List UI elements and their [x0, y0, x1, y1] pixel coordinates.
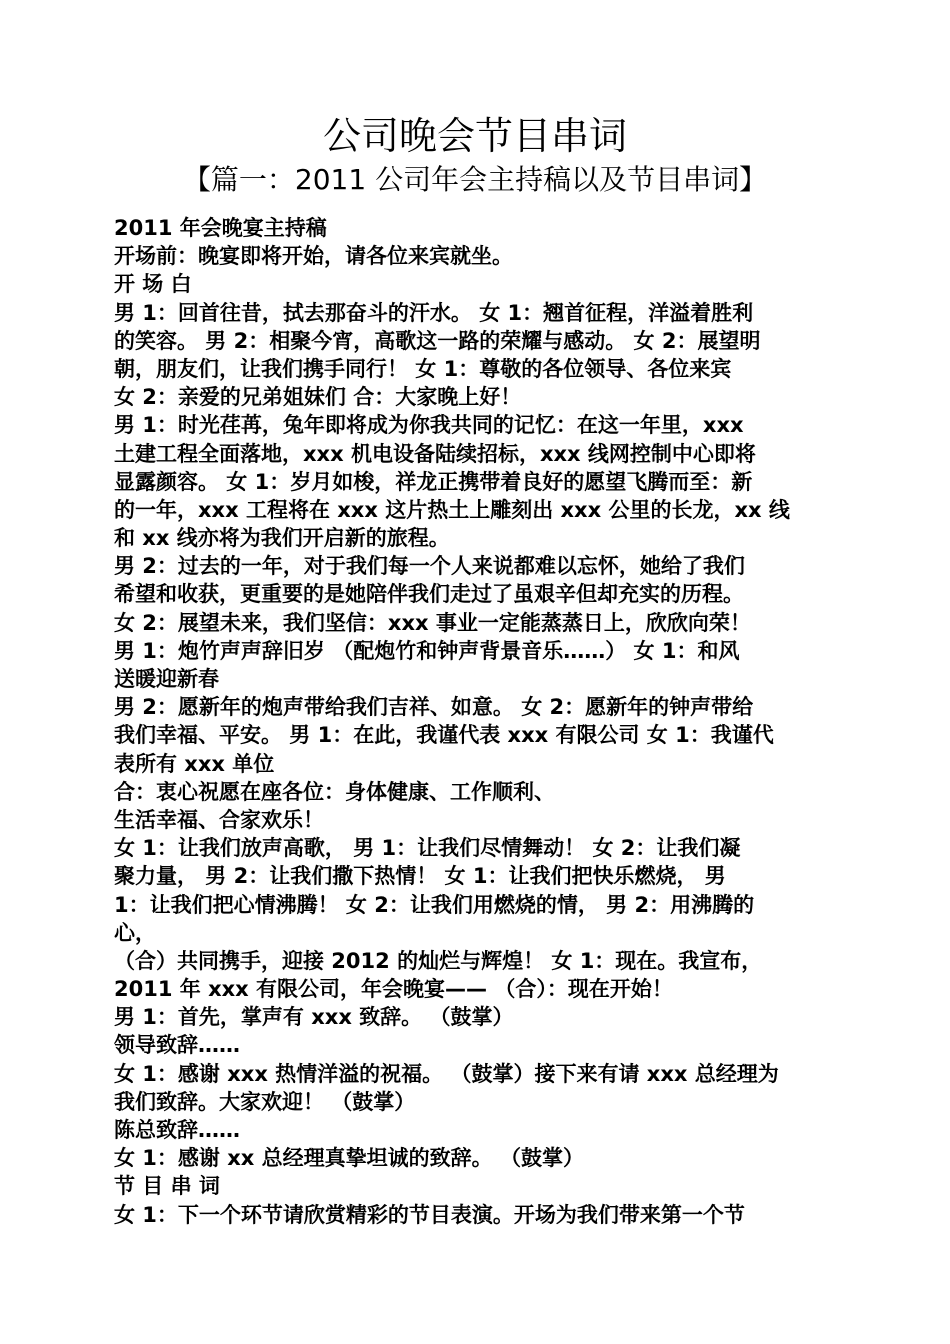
text-line: 节 目 串 词 — [114, 1174, 220, 1199]
text-line: 领导致辞…… — [114, 1033, 240, 1058]
text-line: 和 xx 线亦将为我们开启新的旅程。 — [114, 526, 450, 551]
document-title: 公司晚会节目串词 — [322, 114, 627, 158]
text-line: 的一年，xxx 工程将在 xxx 这片热土上雕刻出 xxx 公里的长龙，xx 线 — [114, 497, 790, 522]
text-line: 土建工程全面落地，xxx 机电设备陆续招标，xxx 线网控制中心即将 — [114, 441, 756, 466]
document-body — [114, 214, 844, 1229]
text-line: 女 1：感谢 xxx 热情洋溢的祝福。 （鼓掌）接下来有请 xxx 总经理为 — [114, 1061, 779, 1086]
text-line: 1：让我们把心情沸腾！ 女 2：让我们用燃烧的情， 男 2：用沸腾的 — [114, 892, 755, 917]
text-line: 生活幸福、合家欢乐！ — [114, 807, 324, 832]
text-line: 聚力量， 男 2：让我们撒下热情！ 女 1：让我们把快乐燃烧， 男 — [114, 864, 726, 889]
text-line: 男 2：过去的一年，对于我们每一个人来说都难以忘怀，她给了我们 — [114, 554, 745, 579]
text-line: 女 2：亲爱的兄弟姐妹们 合：大家晚上好！ — [114, 385, 522, 410]
text-line: 开 场 白 — [114, 272, 192, 297]
text-line: 女 1：感谢 xx 总经理真挚坦诚的致辞。 （鼓掌） — [114, 1146, 584, 1171]
text-line: 男 1：炮竹声声辞旧岁 （配炮竹和钟声背景音乐……） 女 1：和风 — [114, 638, 740, 663]
text-line: 2011 年 xxx 有限公司，年会晚宴—— （合）：现在开始！ — [114, 977, 673, 1002]
text-line: （合）共同携手，迎接 2012 的灿烂与辉煌！ 女 1：现在。我宣布， — [114, 948, 763, 973]
text-line: 陈总致辞…… — [114, 1118, 240, 1142]
text-line: 男 2：愿新年的炮声带给我们吉祥、如意。 女 2：愿新年的钟声带给 — [114, 695, 754, 720]
text-line: 希望和收获，更重要的是她陪伴我们走过了虽艰辛但却充实的历程。 — [114, 582, 744, 607]
document-subtitle: 【篇一：2011 公司年会主持稿以及节目串词】 — [182, 163, 768, 196]
text-line: 2011 年会晚宴主持稿 — [114, 216, 327, 240]
text-line: 男 1：回首往昔，拭去那奋斗的汗水。 女 1：翘首征程，洋溢着胜利 — [114, 300, 754, 325]
text-line: 我们致辞。大家欢迎！ （鼓掌） — [114, 1089, 416, 1114]
text-line: 显露颜容。 女 1：岁月如梭，祥龙正携带着良好的愿望飞腾而至：新 — [114, 469, 753, 494]
text-line: 合：衷心祝愿在座各位：身体健康、工作顺利、 — [114, 779, 555, 804]
text-line: 我们幸福、平安。 男 1：在此，我谨代表 xxx 有限公司 女 1：我谨代 — [114, 723, 774, 748]
text-line: 送暖迎新春 — [114, 667, 219, 691]
text-line: 朝，朋友们，让我们携手同行！ 女 1：尊敬的各位领导、各位来宾 — [114, 356, 732, 381]
text-line: 女 1：下一个环节请欣赏精彩的节目表演。开场为我们带来第一个节 — [114, 1202, 745, 1227]
text-line: 开场前：晚宴即将开始，请各位来宾就坐。 — [114, 244, 513, 269]
text-line: 女 2：展望未来，我们坚信：xxx 事业一定能蒸蒸日上，欣欣向荣！ — [114, 610, 751, 635]
text-line: 的笑容。 男 2：相聚今宵，高歌这一路的荣耀与感动。 女 2：展望明 — [114, 328, 761, 353]
text-line: 心， — [114, 920, 156, 945]
text-line: 女 1：让我们放声高歌， 男 1：让我们尽情舞动！ 女 2：让我们凝 — [114, 836, 741, 861]
text-line: 表所有 xxx 单位 — [114, 751, 275, 776]
text-line: 男 1：时光荏苒，兔年即将成为你我共同的记忆：在这一年里，xxx — [114, 413, 744, 438]
text-line: 男 1：首先，掌声有 xxx 致辞。 （鼓掌） — [114, 1005, 514, 1030]
